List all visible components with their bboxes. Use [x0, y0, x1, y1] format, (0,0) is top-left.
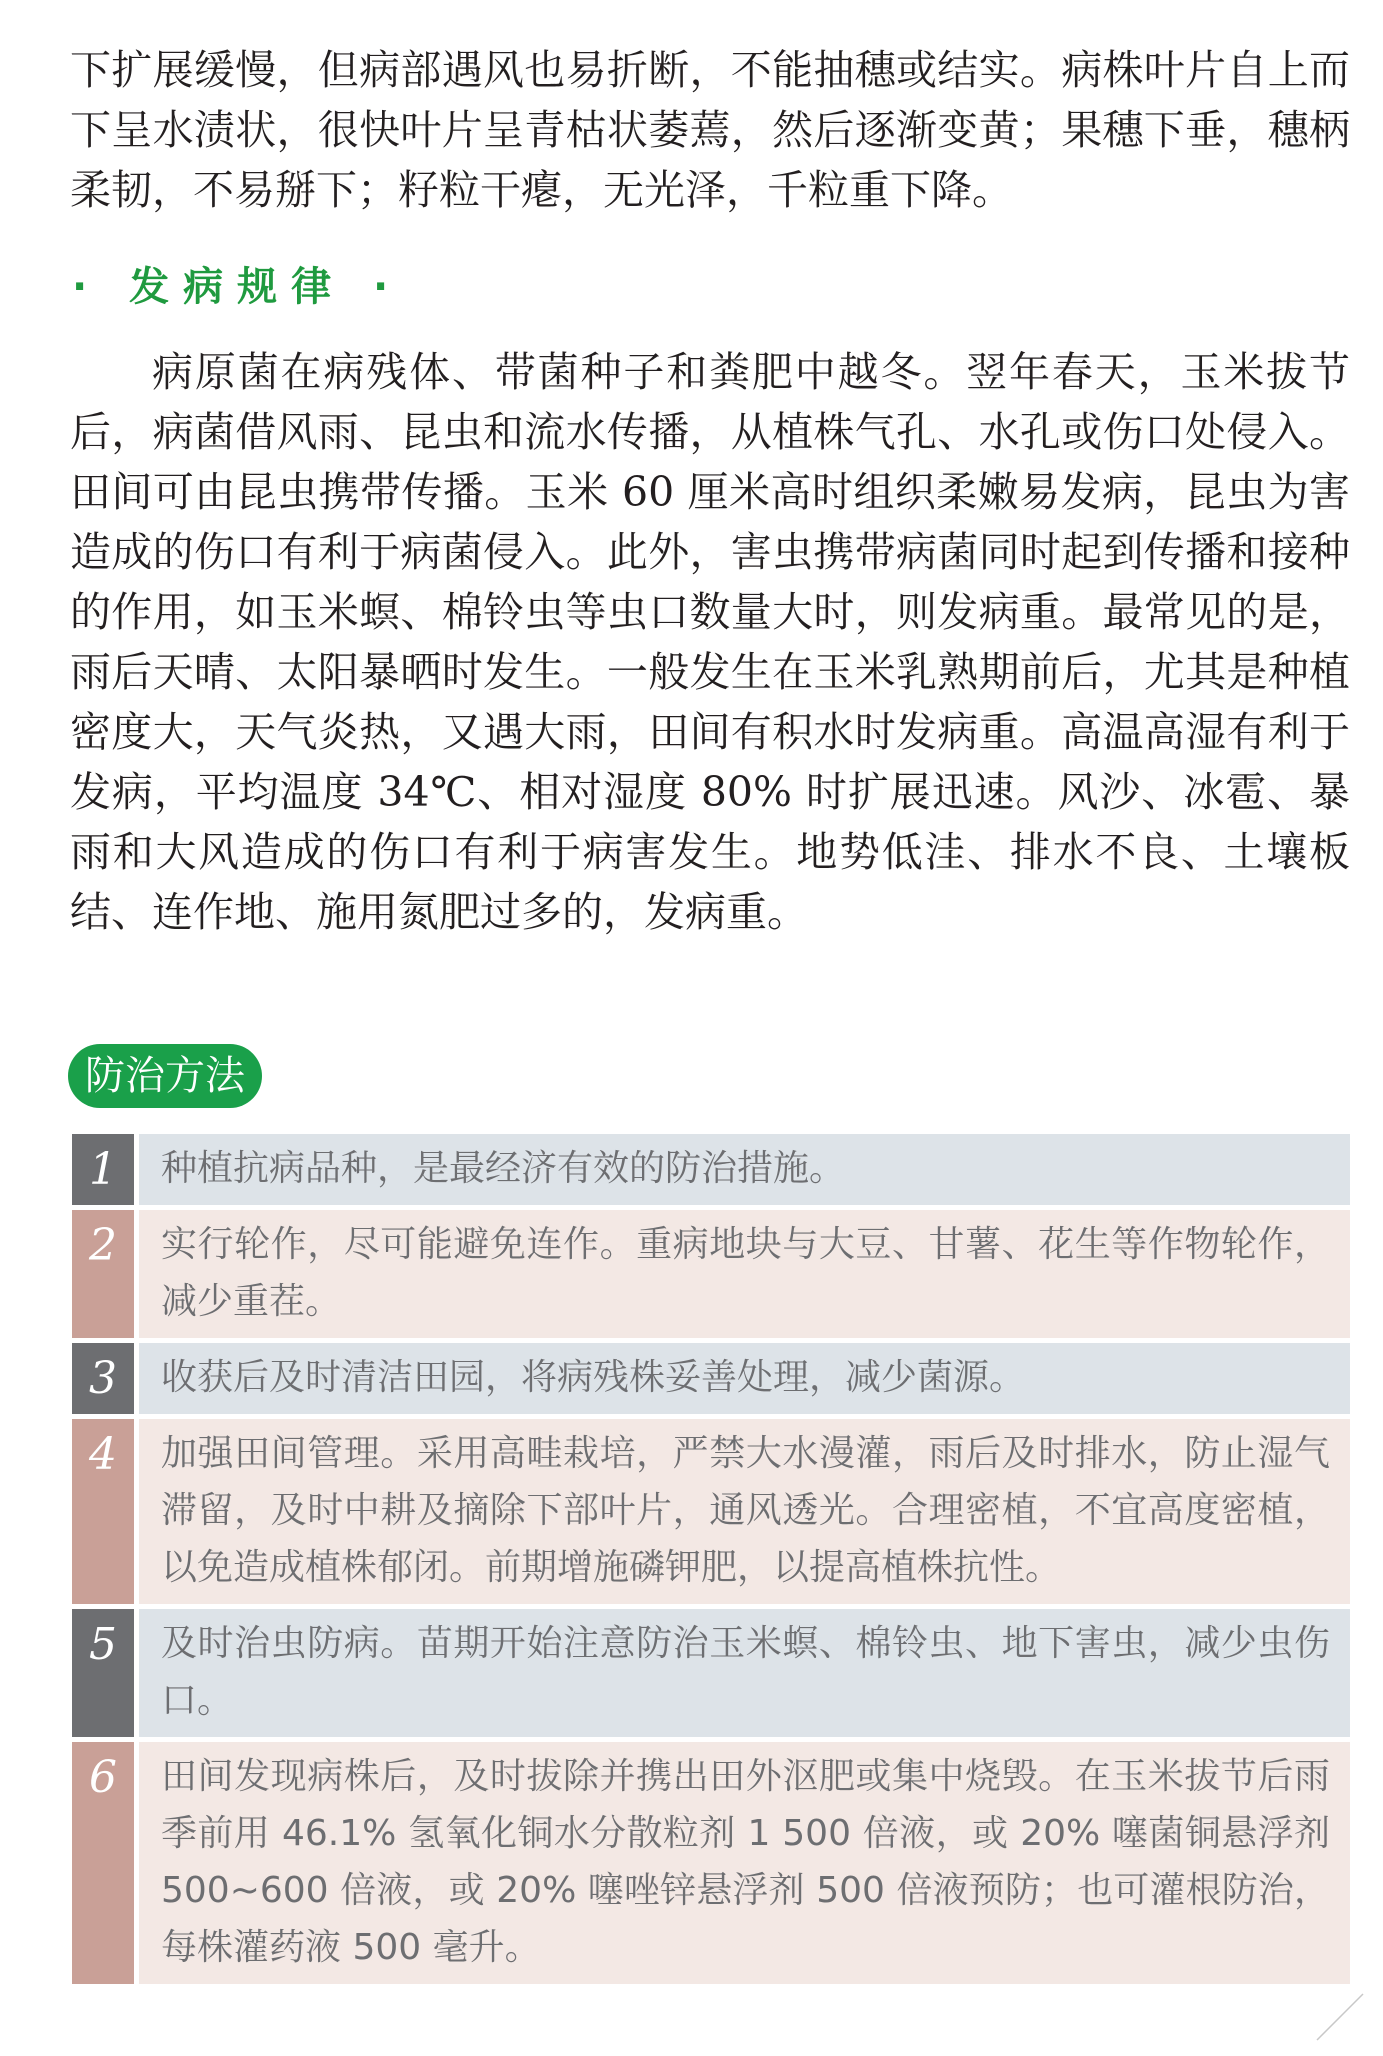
page-corner-line-icon	[1315, 1992, 1365, 2042]
method-row-4	[72, 1419, 1350, 1604]
method-row-2	[72, 1210, 1350, 1338]
disease-pattern-paragraph: 病原菌在病残体、带菌种子和粪肥中越冬。翌年春天，玉米拔节后，病菌借风雨、昆虫和流水传播，从植株气孔、水孔或伤口处侵入。田间可由昆虫携带传播。玉米 60 厘米高时组织柔嫩易发病，昆虫为害造成的伤口有利于病菌侵入。此外，害虫携带病菌同时起到传播和接种的作用，如玉米螟、棉铃虫等虫口数量大时，则发病重。最常见的是，雨后天晴、太阳暴晒时发生。一般发生在玉米乳熟期前后，尤其是种植密度大，天气炎热，又遇大雨，田间有积水时发病重。高温高湿有利于发病，平均温度 34℃、相对湿度 80% 时扩展迅速。风沙、冰雹、暴雨和大风造成的伤口有利于病害发生。地势低洼、排水不良、土壤板结、连作地、施用氮肥过多的，发病重。	[70, 348, 1350, 936]
method-text-2: 实行轮作，尽可能避免连作。重病地块与大豆、甘薯、花生等作物轮作，减少重茬。	[139, 1210, 1350, 1338]
method-text-3: 收获后及时清洁田园，将病残株妥善处理，减少菌源。	[139, 1343, 1350, 1414]
method-number-2: 2	[72, 1210, 134, 1338]
method-row-3	[72, 1343, 1350, 1414]
intro-paragraph: 下扩展缓慢，但病部遇风也易折断，不能抽穗或结实。病株叶片自上而下呈水渍状，很快叶片呈青枯状萎蔫，然后逐渐变黄；果穗下垂，穗柄柔韧，不易掰下；籽粒干瘪，无光泽，千粒重下降。	[70, 46, 1350, 214]
method-number-6: 6	[72, 1742, 134, 1984]
method-text-5: 及时治虫防病。苗期开始注意防治玉米螟、棉铃虫、地下害虫，减少虫伤口。	[139, 1609, 1350, 1737]
method-number-3: 3	[72, 1343, 134, 1414]
method-row-5	[72, 1609, 1350, 1737]
section-heading-disease-pattern: · 发病规律 ·	[72, 264, 403, 310]
method-number-1: 1	[72, 1134, 134, 1205]
method-row-1	[72, 1134, 1350, 1205]
control-methods-title-badge: 防治方法	[68, 1044, 262, 1108]
method-text-4: 加强田间管理。采用高畦栽培，严禁大水漫灌，雨后及时排水，防止湿气滞留，及时中耕及摘除下部叶片，通风透光。合理密植，不宜高度密植，以免造成植株郁闭。前期增施磷钾肥，以提高植株抗性。	[139, 1419, 1350, 1604]
method-row-6	[72, 1742, 1350, 1984]
method-text-6: 田间发现病株后，及时拔除并携出田外沤肥或集中烧毁。在玉米拔节后雨季前用 46.1% 氢氧化铜水分散粒剂 1 500 倍液，或 20% 噻菌铜悬浮剂 500~600 倍液，或 20% 噻唑锌悬浮剂 500 倍液预防；也可灌根防治，每株灌药液 500 毫升。	[139, 1742, 1350, 1984]
control-methods-list	[72, 1134, 1350, 1989]
method-number-5: 5	[72, 1609, 134, 1737]
method-text-1: 种植抗病品种，是最经济有效的防治措施。	[139, 1134, 1350, 1205]
method-number-4: 4	[72, 1419, 134, 1604]
